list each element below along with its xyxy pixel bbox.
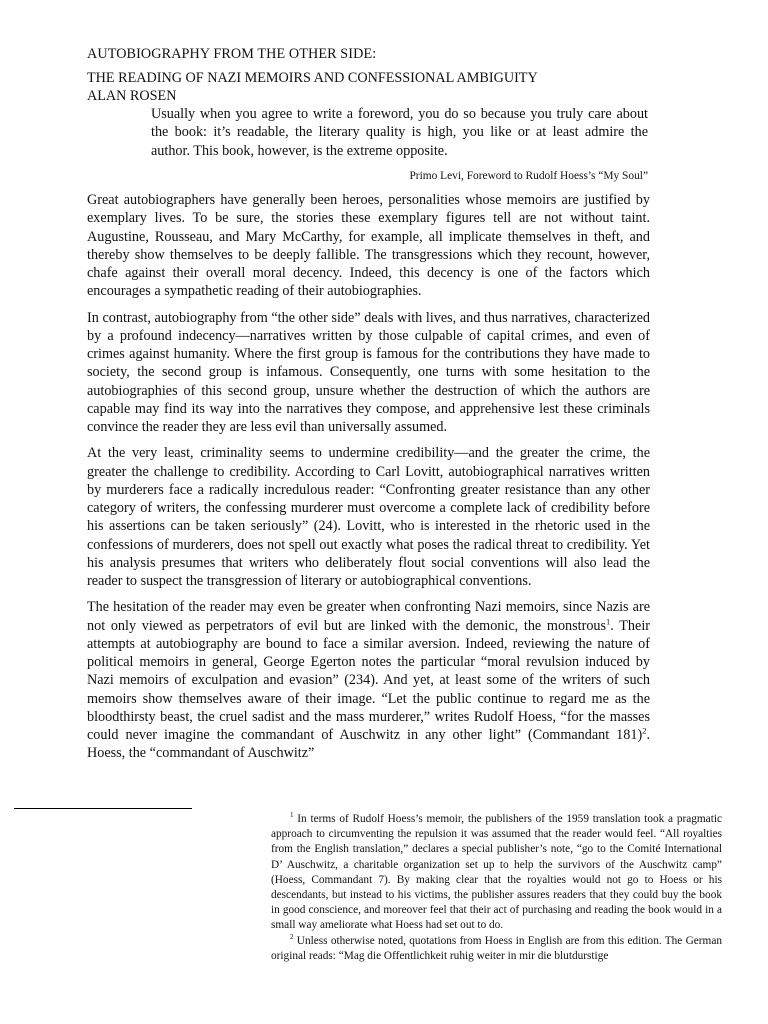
title-line-2: THE READING OF NAZI MEMOIRS AND CONFESSIONAL AMBIGUITY (87, 70, 538, 86)
footnote-1-text: In terms of Rudolf Hoess’s memoir, the publishers of the 1959 translation took a pragmatic approach to circumventing the repulsion it was assumed that the reader would feel. “All royalties from the English translation,” declares a special publisher’s note, “go to the Comité International D’ Auschwitz, a charitable organization set up to help the survivors of the Auschwitz camp” (Hoess, Commandant 7). By making clear that the royalties would not go to Hoess or his descendants, but instead to his victims, the publisher assures readers that they could buy the book in good conscience, and moreover feel that their act of purchasing and reading the book would in a small way ameliorate what Hoess had set out to do. (271, 813, 722, 932)
paragraph-4 (87, 598, 650, 762)
epigraph-attribution: Primo Levi, Foreword to Rudolf Hoess’s “My Soul” (409, 170, 648, 182)
footnote-1 (271, 812, 722, 934)
paragraph-3: At the very least, criminality seems to undermine credibility—and the greater the crime, the greater the challenge to credibility. According to Carl Lovitt, autobiographical narratives written by murderers face a radically incredulous reader: “Confronting greater resistance than any other category of writers, the confessing murderer must overcome a complete lack of credibility before his assertions can be taken seriously” (24). Lovitt, who is interested in the rhetoric used in the confessions of murderers, does not spell out exactly what poses the radical threat to credibility. Yet his analysis presumes that writers who deliberately flout social conventions will also lead the reader to suspect the transgression of literary or autobiographical conventions. (87, 445, 650, 589)
paragraph-4-part-a: The hesitation of the reader may even be greater when confronting Nazi memoirs, since Nazis are not only viewed as perpetrators of evil but are linked with the demonic, the monstrous (87, 599, 650, 634)
footnote-2 (271, 934, 722, 964)
title-line-1: AUTOBIOGRAPHY FROM THE OTHER SIDE: (87, 46, 377, 62)
body-text (87, 191, 650, 771)
footnote-ref-1: 1 (606, 615, 611, 626)
footnote-separator (14, 808, 192, 809)
paragraph-2: In contrast, autobiography from “the other side” deals with lives, and thus narratives, characterized by a profound indecency—narratives written by those culpable of capital crimes, and even of crimes against humanity. Where the first group is famous for the contributions they have made to society, the second group is infamous. Consequently, one turns with some hesitation to the autobiographies of this second group, unsure whether the destruction of which the authors are capable may find its way into the narratives they compose, and apprehensive lest these criminals convince the reader they are less evil than universally assumed. (87, 309, 650, 435)
author-name: ALAN ROSEN (87, 88, 177, 104)
paragraph-1: Great autobiographers have generally been heroes, personalities whose memoirs are justified by exemplary lives. To be sure, the stories these exemplary figures tell are not without taint. Augustine, Rousseau, and Mary McCarthy, for example, all implicate themselves in theft, and thereby show themselves to be deeply fallible. The transgressions which they recount, however, chafe against their overall moral decency. Indeed, this decency is one of the factors which encourages a sympathetic reading of their autobiographies. (87, 192, 650, 300)
paragraph-4-part-c: . Hoess, the “commandant of Auschwitz” (87, 727, 650, 762)
footnote-ref-2: 2 (642, 725, 647, 736)
footnotes (271, 812, 722, 964)
footnote-2-text: Unless otherwise noted, quotations from Hoess in English are from this edition. The German original reads: “Mag die Offentlichkeit ruhig weiter in mir die blutdurstige (271, 934, 722, 962)
footnote-2-number: 2 (290, 932, 294, 941)
footnote-1-number: 1 (290, 811, 294, 820)
paragraph-4-part-b: . Their attempts at autobiography are bound to face a similar aversion. Indeed, reviewing the nature of political memoirs in general, George Egerton notes the particular “moral revulsion induced by Nazi memoirs of exculpation and evasion” (234). And yet, at least some of the writers of such memoirs show themselves aware of their image. “Let the public continue to regard me as the bloodthirsty beast, the cruel sadist and the mass murderer,” writes Rudolf Hoess, “for the masses could never imagine the commandant of Auschwitz in any other light” (Commandant 181) (87, 617, 650, 743)
epigraph-quote: Usually when you agree to write a foreword, you do so because you truly care about the book: it’s readable, the literary quality is high, you like or at least admire the author. This book, however, is the extreme opposite. (151, 106, 648, 159)
